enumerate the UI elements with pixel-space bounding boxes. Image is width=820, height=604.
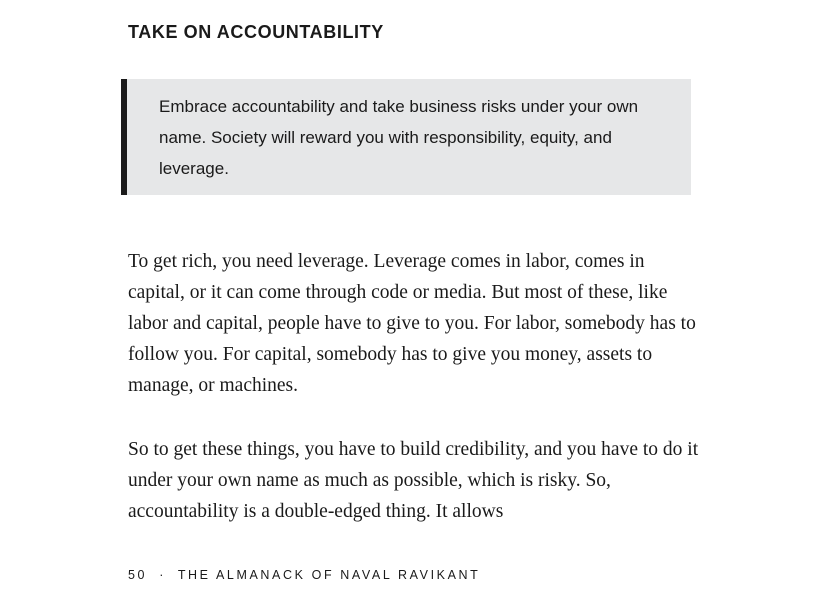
- page-footer: [128, 568, 480, 582]
- callout-text: Embrace accountability and take business risks under your own name. Society will reward you with responsibility, equity, and leverage.: [159, 97, 639, 178]
- footer-separator: ·: [159, 568, 166, 582]
- page-number: 50: [128, 568, 148, 582]
- callout-box: [121, 79, 691, 195]
- body-paragraph: So to get these things, you have to build credibility, and you have to do it under your own name as much as possible, which is risky. So, accountability is a double-edged thing. It allows: [128, 439, 699, 522]
- section-heading: TAKE ON ACCOUNTABILITY: [128, 22, 384, 42]
- book-title: THE ALMANACK OF NAVAL RAVIKANT: [177, 568, 481, 582]
- body-paragraph: To get rich, you need leverage. Leverage comes in labor, comes in capital, or it can come through code or media. But most of these, like labor and capital, people have to give to you. For labor, somebody has to follow you. For capital, somebody has to give you money, assets to manage, or machines.: [128, 251, 696, 396]
